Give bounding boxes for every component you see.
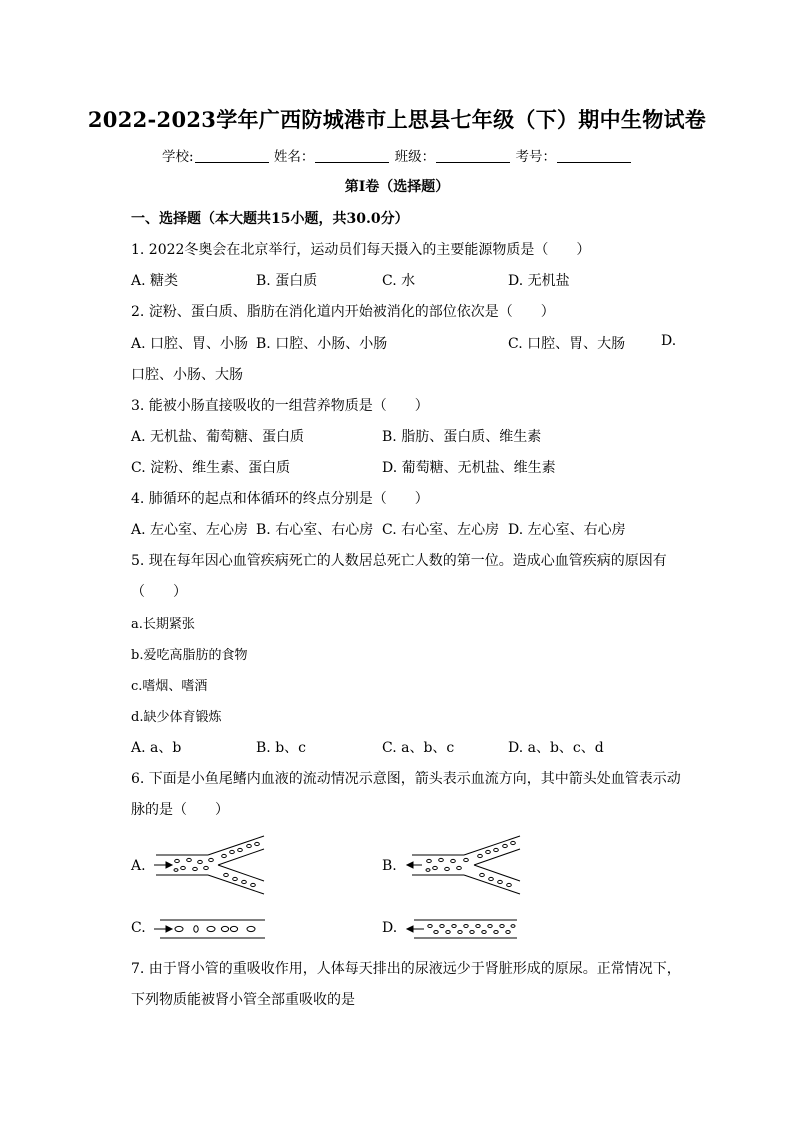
q5-option-b: B. b、c	[256, 740, 306, 756]
question-5-stem-line1: 5. 现在每年因心血管疾病死亡的人数居总死亡人数的第一位。造成心血管疾病的原因有	[131, 553, 667, 569]
question-2-stem: 2. 淀粉、蛋白质、脂肪在消化道内开始被消化的部位依次是（ ）	[131, 304, 555, 320]
q3-option-a: A. 无机盐、葡萄糖、蛋白质	[131, 429, 305, 445]
question-6-stem-line1: 6. 下面是小鱼尾鳍内血液的流动情况示意图，箭头表示血流方向，其中箭头处血管表示动	[131, 771, 681, 787]
question-7-stem-line2: 下列物质能被肾小管全部重吸收的是	[131, 992, 355, 1008]
q5-item-a: a.长期紧张	[131, 617, 195, 632]
q6-option-c-label: C.	[131, 920, 146, 936]
exam-title: 2022-2023学年广西防城港市上思县七年级（下）期中生物试卷	[87, 107, 707, 132]
school-label: 学校:	[162, 149, 194, 165]
q2-option-b: B. 口腔、小肠、小肠	[256, 336, 388, 352]
q1-option-d: D. 无机盐	[508, 273, 570, 289]
q5-item-c: c.嗜烟、嗜酒	[131, 679, 208, 694]
q3-option-b: B. 脂肪、蛋白质、维生素	[382, 429, 542, 445]
q3-option-d: D. 葡萄糖、无机盐、维生素	[382, 460, 556, 476]
q2-option-a: A. 口腔、胃、小肠	[131, 336, 249, 352]
question-4-stem: 4. 肺循环的起点和体循环的终点分别是（ ）	[131, 491, 429, 507]
q6-option-d-label: D.	[382, 920, 398, 936]
q5-option-d: D. a、b、c、d	[508, 740, 604, 756]
q2-option-d-text: 口腔、小肠、大肠	[131, 367, 243, 383]
q2-option-c: C. 口腔、胃、大肠	[508, 336, 626, 352]
question-3-stem: 3. 能被小肠直接吸收的一组营养物质是（ ）	[131, 398, 429, 414]
q1-option-c: C. 水	[382, 273, 416, 289]
q6-diagram-c	[152, 916, 268, 944]
q4-option-a: A. 左心室、左心房	[131, 522, 249, 538]
question-7-stem-line1: 7. 由于肾小管的重吸收作用，人体每天排出的尿液远少于肾脏形成的原尿。正常情况下，	[131, 961, 681, 977]
exam-number-label: 考号：	[515, 149, 556, 165]
q5-option-c: C. a、b、c	[382, 740, 455, 756]
name-blank[interactable]	[315, 148, 389, 163]
q6-option-a-label: A.	[131, 858, 146, 874]
q1-option-b: B. 蛋白质	[256, 273, 318, 289]
q2-option-d-label: D.	[661, 333, 677, 349]
question-5-stem-line2: （ ）	[131, 584, 187, 600]
section-title: 第I卷（选择题）	[344, 179, 450, 195]
student-info-line	[0, 145, 794, 165]
q5-item-d: d.缺少体育锻炼	[131, 710, 222, 725]
question-6-stem-line2: 脉的是（ ）	[131, 802, 229, 818]
q4-option-d: D. 左心室、右心房	[508, 522, 626, 538]
q4-option-c: C. 右心室、左心房	[382, 522, 500, 538]
part-heading: 一、选择题（本大题共15小题，共30.0分）	[131, 211, 409, 227]
q6-diagram-b	[402, 835, 522, 895]
q4-option-b: B. 右心室、右心房	[256, 522, 374, 538]
class-label: 班级：	[394, 149, 436, 165]
q6-option-b-label: B.	[382, 858, 397, 874]
q5-option-a: A. a、b	[131, 740, 182, 756]
q6-diagram-d	[402, 916, 522, 944]
name-label: 姓名：	[273, 149, 315, 165]
school-blank[interactable]	[195, 148, 269, 163]
q6-diagram-a	[152, 835, 268, 895]
exam-number-blank[interactable]	[557, 148, 631, 163]
class-blank[interactable]	[436, 148, 510, 163]
q5-item-b: b.爱吃高脂肪的食物	[131, 648, 248, 663]
q1-option-a: A. 糖类	[131, 273, 179, 289]
q3-option-c: C. 淀粉、维生素、蛋白质	[131, 460, 291, 476]
question-1-stem: 1. 2022冬奥会在北京举行，运动员们每天摄入的主要能源物质是（ ）	[131, 242, 591, 258]
